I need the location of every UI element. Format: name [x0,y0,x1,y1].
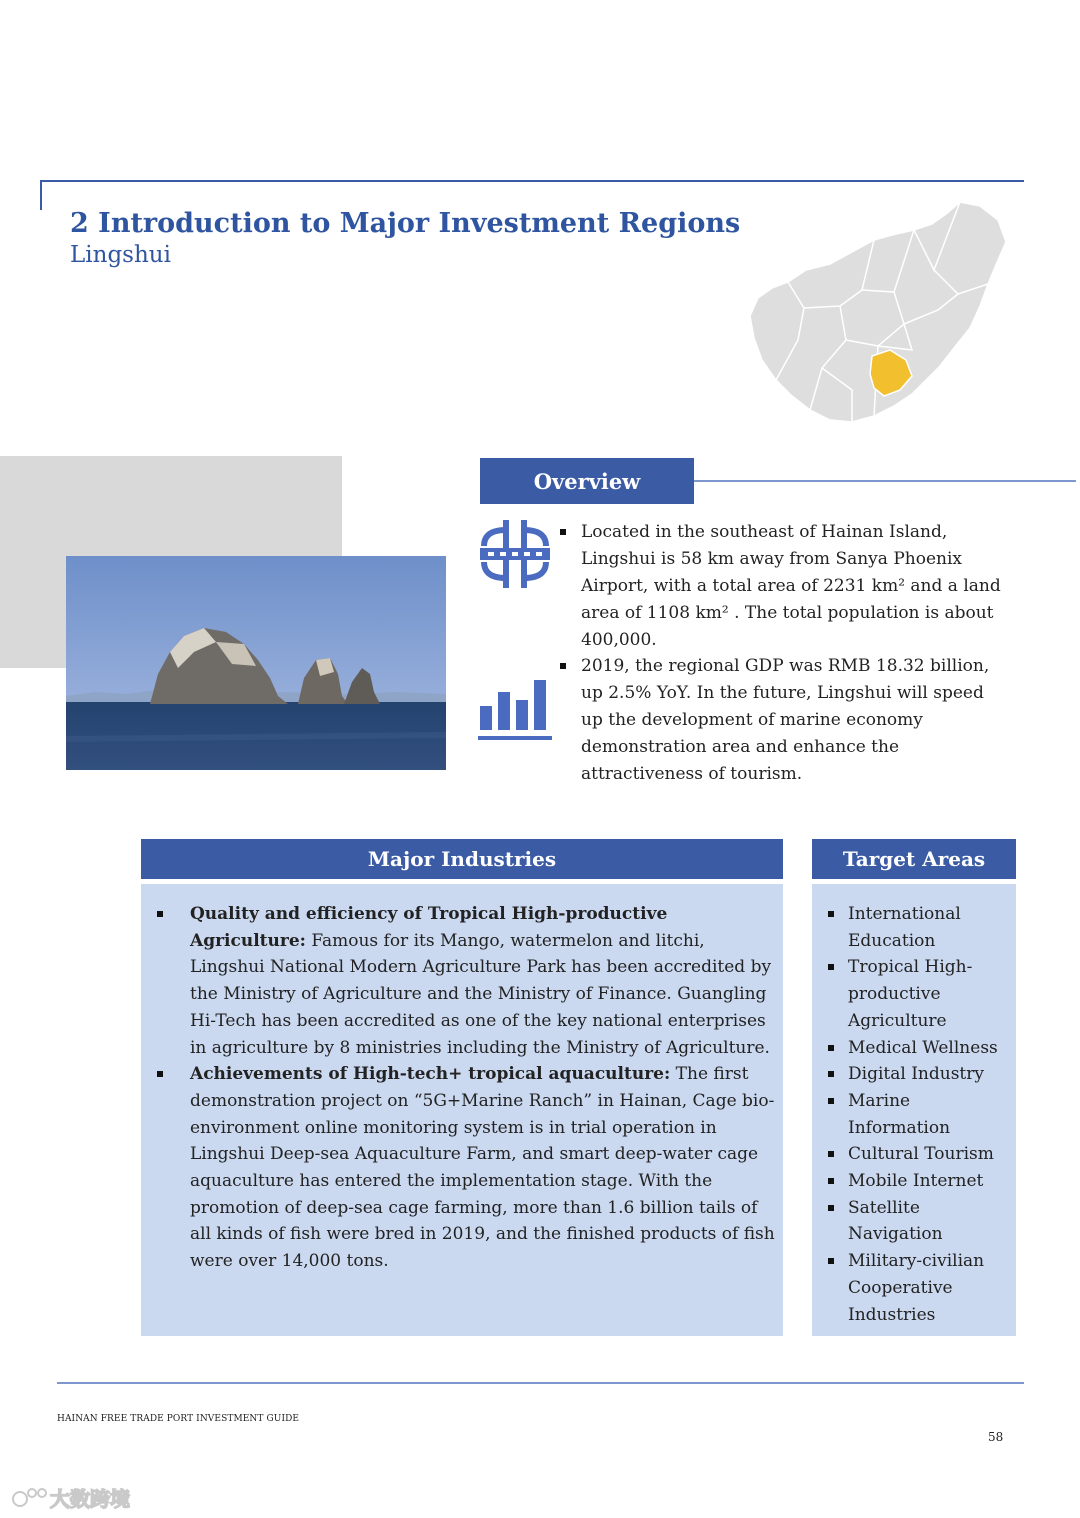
list-item: Tropical High-productive Agriculture [826,954,1012,1034]
page-subtitle: Lingshui [70,242,171,268]
page-title: 2 Introduction to Major Investment Regions [70,208,741,239]
industry-text: Famous for its Mango, watermelon and litchi, Lingshui National Modern Agriculture Park has been accredited by the Ministry of Agriculture and the Ministry of Finance. Guangling Hi-Tech has been accredited as one of the key national enterprises in agriculture by 8 ministries including the Ministry of Agriculture. [190,930,772,1058]
major-industries-heading: Major Industries [141,839,783,879]
industry-text: The first demonstration project on “5G+Marine Ranch” in Hainan, Cage bio-environment online monitoring system is in trial operation in Lingshui Deep-sea Aquaculture Farm, and smart deep-water cage aquaculture has entered the implementation stage. With the promotion of deep-sea cage farming, more than 1.6 billion tails of all kinds of fish were bred in 2019, and the finished products of fish were over 14,000 tons. [190,1064,775,1272]
list-item: Mobile Internet [826,1168,1012,1195]
target-areas-panel [812,884,1016,1336]
list-item: Digital Industry [826,1061,1012,1088]
overview-heading: Overview [480,458,694,504]
major-industries-panel [141,884,783,1336]
industry-lead: Quality and efficiency of Tropical High-productive Agriculture: [190,904,668,951]
list-item: International Education [826,901,1012,954]
list-item [155,901,775,1061]
list-item [155,1061,775,1275]
target-areas-list [826,901,1012,1328]
industry-lead: Achievements of High-tech+ tropical aquaculture: [190,1064,671,1085]
page-number: 58 [988,1430,1004,1444]
list-item: Marine Information [826,1088,1012,1141]
footer-rule [57,1382,1024,1384]
list-item: Satellite Navigation [826,1195,1012,1248]
header-rule [40,180,1024,182]
list-item: Military-civilian Cooperative Industries [826,1248,1012,1328]
watermark-logo [10,1485,150,1511]
watermark-text: 大数跨境 [50,1487,130,1511]
sea-rock-photo [66,556,446,770]
target-areas-heading: Target Areas [812,839,1016,879]
header-rule-left [40,180,42,210]
overview-rule [694,480,1076,482]
bar-chart-icon [478,676,554,742]
major-industries-list [155,901,775,1275]
overview-list-2 [560,653,1010,788]
overview-list-1 [560,519,1010,654]
list-item: Medical Wellness [826,1035,1012,1062]
footer-guide-title: HAINAN FREE TRADE PORT INVESTMENT GUIDE [57,1414,300,1424]
hainan-map [748,200,1010,430]
list-item: Cultural Tourism [826,1141,1012,1168]
transport-icon [478,516,552,592]
overview-item-gdp: 2019, the regional GDP was RMB 18.32 billion, up 2.5% YoY. In the future, Lingshui will speed up the development of marine economy demonstration area and enhance the attractiveness of tourism. [560,653,1010,788]
overview-item-location: Located in the southeast of Hainan Island, Lingshui is 58 km away from Sanya Phoenix Airport, with a total area of 2231 km² and a land area of 1108 km² . The total population is about 400,000. [560,519,1010,654]
